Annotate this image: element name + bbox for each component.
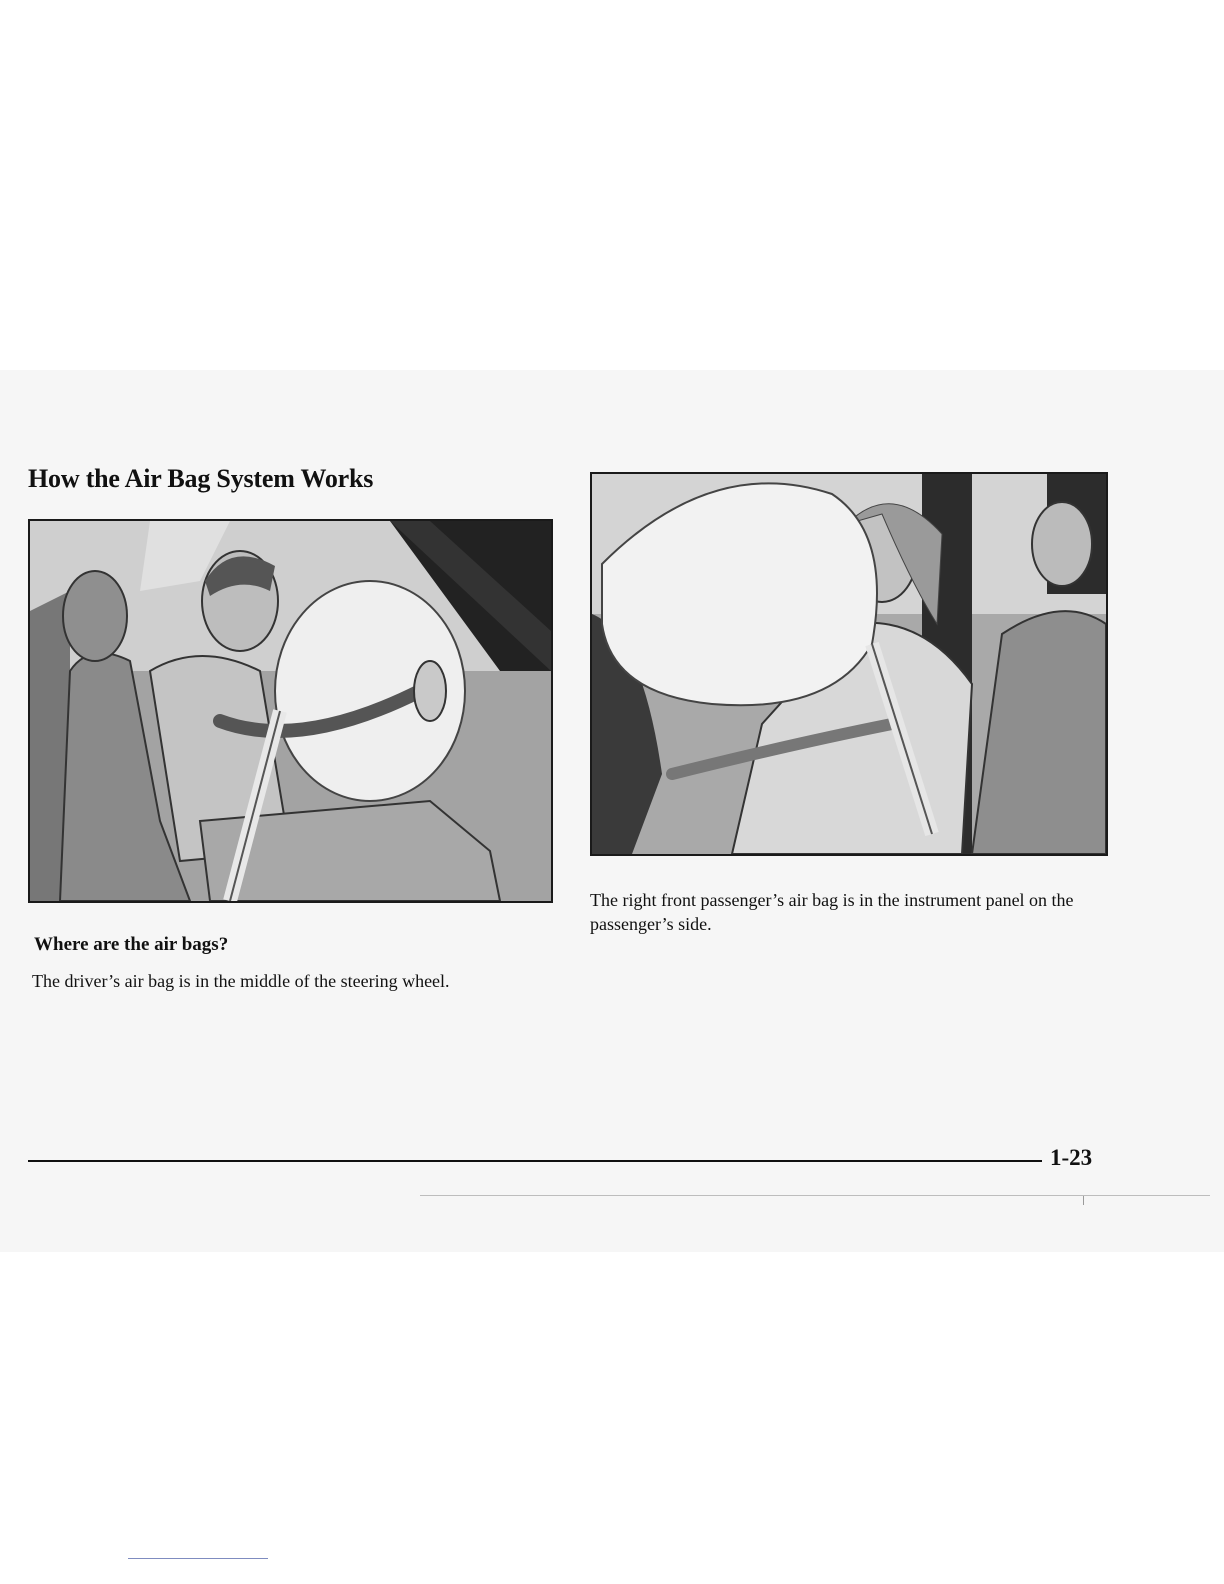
passenger-airbag-text: The right front passenger’s air bag is in the instrument panel on the passenger’s side. xyxy=(590,890,1074,934)
passenger-airbag-illustration xyxy=(590,472,1108,856)
section-subheading: Where are the air bags? xyxy=(34,934,229,955)
driver-airbag-icon xyxy=(30,521,551,901)
driver-airbag-text: The driver’s air bag is in the middle of the steering wheel. xyxy=(32,971,450,991)
scan-edge-tick xyxy=(1083,1196,1084,1205)
page-number: 1-23 xyxy=(1050,1145,1093,1170)
scan-edge-line xyxy=(420,1195,1210,1196)
driver-airbag-illustration xyxy=(28,519,553,903)
bottom-link-underline xyxy=(128,1558,268,1559)
passenger-airbag-icon xyxy=(592,474,1106,854)
footer-rule xyxy=(28,1160,1042,1162)
page-title: How the Air Bag System Works xyxy=(28,464,374,493)
